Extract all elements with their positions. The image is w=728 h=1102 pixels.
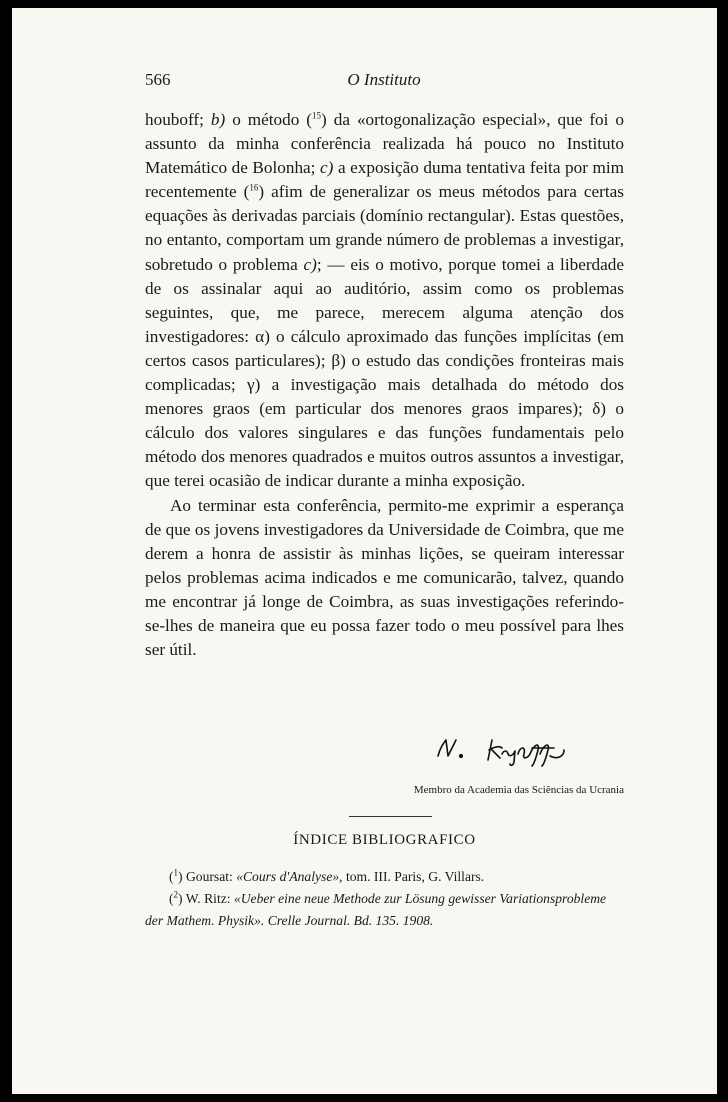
text-run: houboff; bbox=[145, 110, 211, 129]
page-header bbox=[145, 70, 623, 94]
footnote-ref: 15 bbox=[312, 110, 322, 121]
item-label-c: c) bbox=[303, 254, 317, 274]
text-run: ; — eis o motivo, porque tomei a liberdade de os assinalar aqui ao auditório, assim como os problemas seguintes, que, me parece, merecem alguma atenção dos investigadores: α) o cálculo aproximado das funções implícitas (em certos casos particulares); β) o estudo das condições fronteiras mais complicadas; γ) a investigação mais detalhada do método dos menores graos (em particular dos menores graos impares); δ) o cálculo dos valores singulares e das funções fundamentais pelo método dos menores quadrados e muitos outros assuntos a investigar, que terei ocasião de indicar durante a minha exposição. bbox=[145, 254, 624, 491]
journal-title: O Instituto bbox=[347, 70, 421, 89]
paragraph-2: Ao terminar esta conferência, permito-me exprimir a esperança de que os jovens investigadores da Universidade de Coimbra, que me derem a honra de assistir às minhas lições, se queiram interessar pelos problemas acima indicados e me comunicarão, talvez, quando me encontrar já longe de Coimbra, as suas investigações referindo-se-lhes de maneira que eu possa fazer todo o meu possível para lhes ser útil. bbox=[145, 495, 624, 660]
reference-details: , tom. III. Paris, G. Villars. bbox=[339, 869, 485, 884]
item-label-c: c) bbox=[320, 158, 334, 178]
divider bbox=[349, 816, 432, 817]
reference-item: ($^2$) W. Ritz: «Ueber eine neue Methode zur Lösung gewisser Variationsprobleme der Mathem. Physik». Crelle Journal. Bd. 135. 1908. bbox=[145, 889, 607, 928]
reference-number: 2 bbox=[173, 889, 179, 900]
text-run: ) afim de generalizar os meus métodos para certas equações às derivadas parciais (domínio rectangular). Estas questões, no entanto, comportam um grande número de problemas a investigar, sobretudo o problema bbox=[145, 182, 624, 274]
text-run: ) da «ortogonalização especial», que foi o assunto da minha conferência realizada há pouco no Instituto Matemático de Bolonha; bbox=[145, 110, 624, 178]
reference-title: «Ueber eine neue Methode zur Lösung gewisser Variationsprobleme der Mathem. Physik». bbox=[145, 891, 607, 928]
reference-item: ($^1$) Goursat: «Cours d'Analyse», tom. III. Paris, G. Villars. bbox=[169, 867, 485, 884]
book-page bbox=[12, 8, 717, 1094]
footnote-ref: 16 bbox=[249, 182, 259, 193]
bibliography-title: ÍNDICE BIBLIOGRAFICO bbox=[293, 832, 476, 848]
reference-author: Goursat: bbox=[185, 869, 237, 884]
signature bbox=[430, 730, 590, 772]
item-label-b: b) bbox=[210, 110, 226, 129]
text-run: a exposição duma tentativa feita por mim recentemente ( bbox=[145, 158, 625, 202]
page-number: 566 bbox=[145, 70, 171, 89]
reference-title: «Cours d'Analyse» bbox=[236, 869, 340, 884]
reference-number: 1 bbox=[173, 867, 179, 878]
signature-affiliation: Membro da Academia das Sciências da Ucrania bbox=[413, 784, 624, 796]
reference-details: Crelle Journal. Bd. 135. 1908. bbox=[264, 913, 434, 928]
reference-author: W. Ritz: bbox=[185, 891, 234, 906]
text-run: o método ( bbox=[225, 110, 313, 129]
body-text bbox=[145, 108, 624, 662]
paragraph-1 bbox=[145, 108, 624, 494]
bibliography-list bbox=[145, 866, 624, 932]
